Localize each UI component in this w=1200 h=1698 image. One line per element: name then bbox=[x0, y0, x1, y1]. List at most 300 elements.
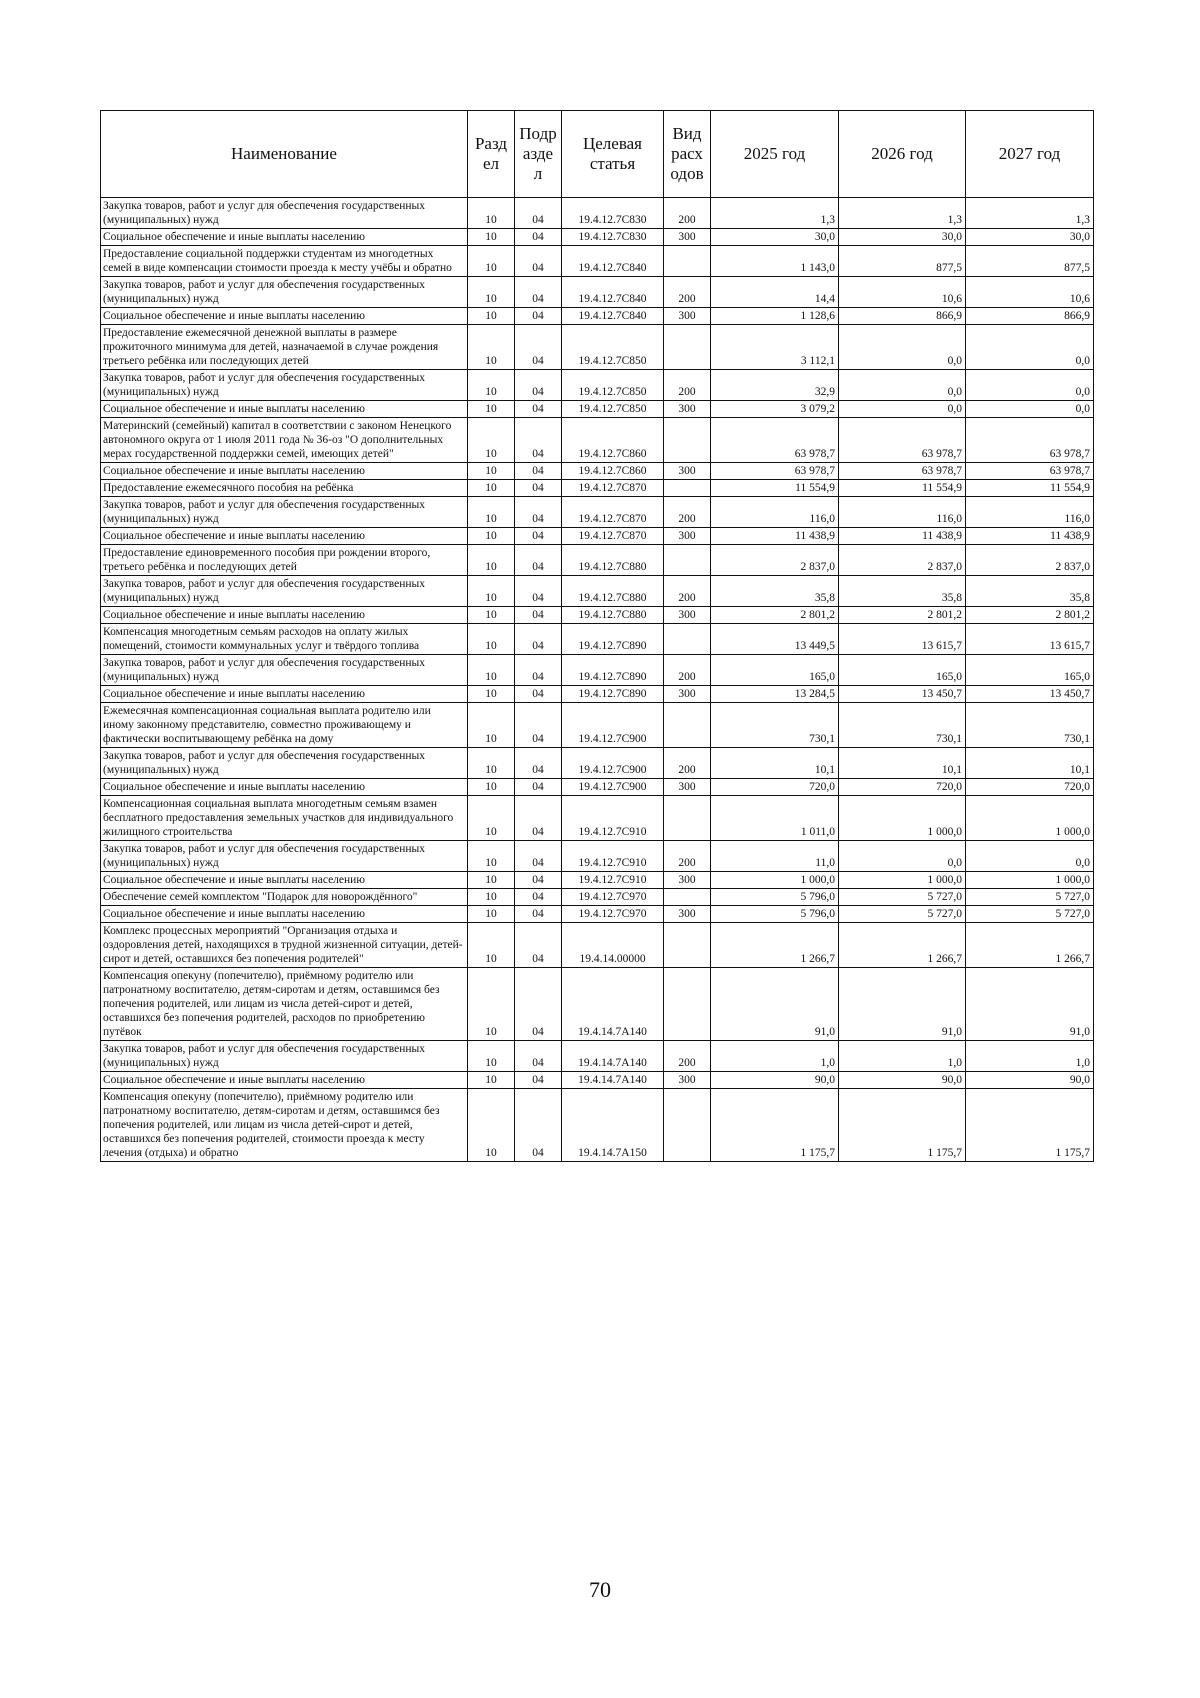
cell-target: 19.4.12.7С870 bbox=[562, 528, 664, 545]
cell-2026: 1 175,7 bbox=[839, 1089, 966, 1162]
cell-section: 10 bbox=[468, 545, 515, 576]
table-body bbox=[101, 198, 1094, 1162]
cell-2026: 90,0 bbox=[839, 1072, 966, 1089]
cell-2027: 0,0 bbox=[966, 370, 1094, 401]
cell-section: 10 bbox=[468, 401, 515, 418]
cell-subsection: 04 bbox=[515, 906, 562, 923]
cell-2026: 35,8 bbox=[839, 576, 966, 607]
cell-subsection: 04 bbox=[515, 872, 562, 889]
budget-table bbox=[100, 110, 1094, 1162]
cell-target: 19.4.12.7С890 bbox=[562, 624, 664, 655]
cell-expense-type bbox=[664, 325, 711, 370]
cell-2025: 5 796,0 bbox=[711, 889, 839, 906]
cell-name: Закупка товаров, работ и услуг для обеспечения государственных (муниципальных) нужд bbox=[101, 841, 468, 872]
table-row bbox=[101, 607, 1094, 624]
cell-expense-type: 200 bbox=[664, 576, 711, 607]
header-name: Наименование bbox=[101, 111, 468, 198]
cell-target: 19.4.12.7С970 bbox=[562, 889, 664, 906]
cell-2026: 11 554,9 bbox=[839, 480, 966, 497]
cell-2026: 116,0 bbox=[839, 497, 966, 528]
cell-subsection: 04 bbox=[515, 277, 562, 308]
cell-target: 19.4.12.7С850 bbox=[562, 370, 664, 401]
cell-expense-type bbox=[664, 545, 711, 576]
cell-2025: 1 000,0 bbox=[711, 872, 839, 889]
cell-name: Материнский (семейный) капитал в соответствии с законом Ненецкого автономного округа от 1 июля 2011 года № 36-оз "О дополнительных мерах государственной поддержки семей, имеющих детей" bbox=[101, 418, 468, 463]
cell-2026: 1 000,0 bbox=[839, 872, 966, 889]
cell-target: 19.4.12.7С870 bbox=[562, 497, 664, 528]
table-row bbox=[101, 497, 1094, 528]
cell-2026: 0,0 bbox=[839, 841, 966, 872]
cell-name: Социальное обеспечение и иные выплаты населению bbox=[101, 308, 468, 325]
cell-section: 10 bbox=[468, 779, 515, 796]
cell-target: 19.4.12.7С880 bbox=[562, 607, 664, 624]
cell-subsection: 04 bbox=[515, 748, 562, 779]
cell-target: 19.4.12.7С910 bbox=[562, 841, 664, 872]
cell-target: 19.4.12.7С850 bbox=[562, 401, 664, 418]
cell-2025: 14,4 bbox=[711, 277, 839, 308]
budget-table-container bbox=[100, 110, 1093, 1162]
cell-subsection: 04 bbox=[515, 528, 562, 545]
cell-section: 10 bbox=[468, 497, 515, 528]
header-subsection: Подр азде л bbox=[515, 111, 562, 198]
cell-2025: 30,0 bbox=[711, 229, 839, 246]
table-row bbox=[101, 545, 1094, 576]
cell-target: 19.4.12.7С850 bbox=[562, 325, 664, 370]
cell-expense-type bbox=[664, 796, 711, 841]
cell-2026: 1 266,7 bbox=[839, 923, 966, 968]
cell-2027: 13 450,7 bbox=[966, 686, 1094, 703]
header-target: Целевая статья bbox=[562, 111, 664, 198]
cell-2026: 0,0 bbox=[839, 401, 966, 418]
header-2027: 2027 год bbox=[966, 111, 1094, 198]
cell-expense-type: 300 bbox=[664, 906, 711, 923]
cell-section: 10 bbox=[468, 796, 515, 841]
cell-2027: 116,0 bbox=[966, 497, 1094, 528]
cell-name: Закупка товаров, работ и услуг для обеспечения государственных (муниципальных) нужд bbox=[101, 1041, 468, 1072]
cell-expense-type bbox=[664, 1089, 711, 1162]
header-2025: 2025 год bbox=[711, 111, 839, 198]
cell-2025: 11 554,9 bbox=[711, 480, 839, 497]
cell-2026: 2 837,0 bbox=[839, 545, 966, 576]
cell-section: 10 bbox=[468, 1072, 515, 1089]
cell-name: Социальное обеспечение и иные выплаты населению bbox=[101, 906, 468, 923]
cell-2027: 2 801,2 bbox=[966, 607, 1094, 624]
cell-subsection: 04 bbox=[515, 480, 562, 497]
cell-expense-type bbox=[664, 480, 711, 497]
cell-name: Предоставление ежемесячного пособия на ребёнка bbox=[101, 480, 468, 497]
cell-2027: 1,3 bbox=[966, 198, 1094, 229]
cell-section: 10 bbox=[468, 246, 515, 277]
table-row bbox=[101, 906, 1094, 923]
cell-target: 19.4.12.7С910 bbox=[562, 872, 664, 889]
cell-2026: 1 000,0 bbox=[839, 796, 966, 841]
table-row bbox=[101, 1089, 1094, 1162]
cell-target: 19.4.14.7А140 bbox=[562, 1041, 664, 1072]
cell-target: 19.4.14.7А150 bbox=[562, 1089, 664, 1162]
cell-2025: 116,0 bbox=[711, 497, 839, 528]
cell-target: 19.4.12.7С890 bbox=[562, 655, 664, 686]
cell-2026: 1,0 bbox=[839, 1041, 966, 1072]
cell-subsection: 04 bbox=[515, 841, 562, 872]
cell-name: Компенсация опекуну (попечителю), приёмному родителю или патронатному воспитателю, детям-сиротам и детям, оставшимся без попечения родителей, или лицам из числа детей-сирот и детей, оставшихся без попечения родителей, стоимости проезда к месту лечения (отдыха) и обратно bbox=[101, 1089, 468, 1162]
cell-subsection: 04 bbox=[515, 401, 562, 418]
cell-section: 10 bbox=[468, 906, 515, 923]
cell-section: 10 bbox=[468, 607, 515, 624]
table-row bbox=[101, 198, 1094, 229]
table-row bbox=[101, 463, 1094, 480]
cell-name: Закупка товаров, работ и услуг для обеспечения государственных (муниципальных) нужд bbox=[101, 655, 468, 686]
cell-name: Комплекс процессных мероприятий "Организация отдыха и оздоровления детей, находящихся в трудной жизненной ситуации, детей-сирот и детей, оставшихся без попечения родителей" bbox=[101, 923, 468, 968]
cell-section: 10 bbox=[468, 841, 515, 872]
table-row bbox=[101, 872, 1094, 889]
cell-2027: 63 978,7 bbox=[966, 418, 1094, 463]
table-row bbox=[101, 1041, 1094, 1072]
cell-2027: 2 837,0 bbox=[966, 545, 1094, 576]
cell-2025: 720,0 bbox=[711, 779, 839, 796]
cell-2027: 1 000,0 bbox=[966, 872, 1094, 889]
cell-target: 19.4.12.7С970 bbox=[562, 906, 664, 923]
cell-section: 10 bbox=[468, 370, 515, 401]
cell-2026: 13 615,7 bbox=[839, 624, 966, 655]
cell-2027: 11 438,9 bbox=[966, 528, 1094, 545]
cell-2026: 877,5 bbox=[839, 246, 966, 277]
cell-2025: 1 175,7 bbox=[711, 1089, 839, 1162]
cell-expense-type: 300 bbox=[664, 308, 711, 325]
cell-name: Социальное обеспечение и иные выплаты населению bbox=[101, 229, 468, 246]
table-row bbox=[101, 277, 1094, 308]
cell-expense-type: 300 bbox=[664, 686, 711, 703]
cell-subsection: 04 bbox=[515, 923, 562, 968]
cell-expense-type: 200 bbox=[664, 370, 711, 401]
cell-section: 10 bbox=[468, 872, 515, 889]
cell-subsection: 04 bbox=[515, 497, 562, 528]
cell-2026: 5 727,0 bbox=[839, 889, 966, 906]
table-row bbox=[101, 325, 1094, 370]
cell-target: 19.4.12.7С860 bbox=[562, 463, 664, 480]
cell-2027: 730,1 bbox=[966, 703, 1094, 748]
cell-section: 10 bbox=[468, 1041, 515, 1072]
cell-subsection: 04 bbox=[515, 308, 562, 325]
cell-subsection: 04 bbox=[515, 576, 562, 607]
cell-2026: 5 727,0 bbox=[839, 906, 966, 923]
cell-2025: 10,1 bbox=[711, 748, 839, 779]
cell-section: 10 bbox=[468, 923, 515, 968]
cell-2025: 13 449,5 bbox=[711, 624, 839, 655]
cell-2027: 866,9 bbox=[966, 308, 1094, 325]
table-row bbox=[101, 923, 1094, 968]
cell-expense-type: 200 bbox=[664, 277, 711, 308]
cell-expense-type bbox=[664, 923, 711, 968]
cell-target: 19.4.12.7С830 bbox=[562, 229, 664, 246]
cell-name: Социальное обеспечение и иные выплаты населению bbox=[101, 1072, 468, 1089]
cell-section: 10 bbox=[468, 463, 515, 480]
cell-section: 10 bbox=[468, 655, 515, 686]
cell-section: 10 bbox=[468, 1089, 515, 1162]
table-row bbox=[101, 703, 1094, 748]
cell-expense-type: 200 bbox=[664, 748, 711, 779]
table-row bbox=[101, 796, 1094, 841]
table-row bbox=[101, 1072, 1094, 1089]
table-row bbox=[101, 528, 1094, 545]
cell-2026: 0,0 bbox=[839, 325, 966, 370]
cell-expense-type bbox=[664, 889, 711, 906]
cell-expense-type: 300 bbox=[664, 872, 711, 889]
cell-expense-type: 200 bbox=[664, 841, 711, 872]
cell-name: Закупка товаров, работ и услуг для обеспечения государственных (муниципальных) нужд bbox=[101, 198, 468, 229]
cell-2025: 2 801,2 bbox=[711, 607, 839, 624]
cell-target: 19.4.14.00000 bbox=[562, 923, 664, 968]
cell-section: 10 bbox=[468, 624, 515, 655]
table-row bbox=[101, 748, 1094, 779]
cell-subsection: 04 bbox=[515, 624, 562, 655]
cell-subsection: 04 bbox=[515, 325, 562, 370]
cell-subsection: 04 bbox=[515, 1041, 562, 1072]
cell-2025: 90,0 bbox=[711, 1072, 839, 1089]
cell-target: 19.4.12.7С840 bbox=[562, 246, 664, 277]
header-2026: 2026 год bbox=[839, 111, 966, 198]
cell-name: Закупка товаров, работ и услуг для обеспечения государственных (муниципальных) нужд bbox=[101, 497, 468, 528]
cell-2026: 63 978,7 bbox=[839, 418, 966, 463]
cell-expense-type: 300 bbox=[664, 528, 711, 545]
cell-target: 19.4.12.7С860 bbox=[562, 418, 664, 463]
cell-subsection: 04 bbox=[515, 1089, 562, 1162]
cell-2025: 2 837,0 bbox=[711, 545, 839, 576]
cell-expense-type bbox=[664, 703, 711, 748]
cell-subsection: 04 bbox=[515, 229, 562, 246]
cell-name: Закупка товаров, работ и услуг для обеспечения государственных (муниципальных) нужд bbox=[101, 277, 468, 308]
cell-expense-type bbox=[664, 418, 711, 463]
cell-expense-type: 200 bbox=[664, 655, 711, 686]
cell-2025: 1 011,0 bbox=[711, 796, 839, 841]
cell-name: Социальное обеспечение и иные выплаты населению bbox=[101, 872, 468, 889]
cell-target: 19.4.12.7С880 bbox=[562, 576, 664, 607]
header-expense-type: Вид расх одов bbox=[664, 111, 711, 198]
cell-name: Социальное обеспечение и иные выплаты населению bbox=[101, 686, 468, 703]
cell-target: 19.4.12.7С830 bbox=[562, 198, 664, 229]
cell-2025: 1 266,7 bbox=[711, 923, 839, 968]
cell-subsection: 04 bbox=[515, 703, 562, 748]
page-number: 70 bbox=[589, 1577, 611, 1602]
cell-2025: 1,3 bbox=[711, 198, 839, 229]
cell-name: Предоставление ежемесячной денежной выплаты в размере прожиточного минимума для детей, назначаемой в случае рождения третьего ребёнка или последующих детей bbox=[101, 325, 468, 370]
cell-2026: 0,0 bbox=[839, 370, 966, 401]
cell-2026: 63 978,7 bbox=[839, 463, 966, 480]
cell-target: 19.4.12.7С900 bbox=[562, 703, 664, 748]
cell-2027: 1 000,0 bbox=[966, 796, 1094, 841]
cell-2026: 1,3 bbox=[839, 198, 966, 229]
cell-name: Закупка товаров, работ и услуг для обеспечения государственных (муниципальных) нужд bbox=[101, 576, 468, 607]
cell-2025: 3 079,2 bbox=[711, 401, 839, 418]
cell-section: 10 bbox=[468, 229, 515, 246]
cell-name: Закупка товаров, работ и услуг для обеспечения государственных (муниципальных) нужд bbox=[101, 748, 468, 779]
cell-2027: 1 175,7 bbox=[966, 1089, 1094, 1162]
cell-2027: 13 615,7 bbox=[966, 624, 1094, 655]
cell-2025: 1,0 bbox=[711, 1041, 839, 1072]
cell-section: 10 bbox=[468, 528, 515, 545]
cell-target: 19.4.12.7С900 bbox=[562, 748, 664, 779]
cell-2026: 866,9 bbox=[839, 308, 966, 325]
cell-2025: 3 112,1 bbox=[711, 325, 839, 370]
cell-name: Предоставление единовременного пособия при рождении второго, третьего ребёнка и последующих детей bbox=[101, 545, 468, 576]
cell-name: Предоставление социальной поддержки студентам из многодетных семей в виде компенсации стоимости проезда к месту учёбы и обратно bbox=[101, 246, 468, 277]
cell-subsection: 04 bbox=[515, 246, 562, 277]
cell-2027: 30,0 bbox=[966, 229, 1094, 246]
table-row bbox=[101, 308, 1094, 325]
cell-2027: 1 266,7 bbox=[966, 923, 1094, 968]
cell-subsection: 04 bbox=[515, 198, 562, 229]
cell-subsection: 04 bbox=[515, 545, 562, 576]
cell-2025: 5 796,0 bbox=[711, 906, 839, 923]
cell-expense-type: 300 bbox=[664, 779, 711, 796]
cell-2027: 0,0 bbox=[966, 401, 1094, 418]
cell-2026: 720,0 bbox=[839, 779, 966, 796]
cell-target: 19.4.12.7С880 bbox=[562, 545, 664, 576]
table-row bbox=[101, 624, 1094, 655]
cell-subsection: 04 bbox=[515, 686, 562, 703]
cell-section: 10 bbox=[468, 748, 515, 779]
cell-2027: 877,5 bbox=[966, 246, 1094, 277]
cell-2025: 63 978,7 bbox=[711, 418, 839, 463]
cell-2026: 730,1 bbox=[839, 703, 966, 748]
cell-2025: 1 143,0 bbox=[711, 246, 839, 277]
cell-2027: 10,6 bbox=[966, 277, 1094, 308]
cell-2025: 91,0 bbox=[711, 968, 839, 1041]
table-row bbox=[101, 968, 1094, 1041]
table-row bbox=[101, 418, 1094, 463]
header-section: Разд ел bbox=[468, 111, 515, 198]
cell-2026: 91,0 bbox=[839, 968, 966, 1041]
cell-target: 19.4.14.7А140 bbox=[562, 1072, 664, 1089]
cell-section: 10 bbox=[468, 889, 515, 906]
cell-subsection: 04 bbox=[515, 418, 562, 463]
cell-2025: 11 438,9 bbox=[711, 528, 839, 545]
table-row bbox=[101, 889, 1094, 906]
cell-2027: 35,8 bbox=[966, 576, 1094, 607]
cell-expense-type: 300 bbox=[664, 229, 711, 246]
cell-section: 10 bbox=[468, 968, 515, 1041]
cell-2027: 63 978,7 bbox=[966, 463, 1094, 480]
cell-expense-type: 300 bbox=[664, 1072, 711, 1089]
cell-section: 10 bbox=[468, 325, 515, 370]
cell-2026: 13 450,7 bbox=[839, 686, 966, 703]
cell-subsection: 04 bbox=[515, 779, 562, 796]
table-row bbox=[101, 655, 1094, 686]
cell-expense-type bbox=[664, 246, 711, 277]
cell-target: 19.4.14.7А140 bbox=[562, 968, 664, 1041]
cell-section: 10 bbox=[468, 686, 515, 703]
table-row bbox=[101, 779, 1094, 796]
cell-subsection: 04 bbox=[515, 655, 562, 686]
cell-name: Компенсация многодетным семьям расходов на оплату жилых помещений, стоимости коммунальных услуг и твёрдого топлива bbox=[101, 624, 468, 655]
cell-expense-type: 200 bbox=[664, 198, 711, 229]
cell-2026: 11 438,9 bbox=[839, 528, 966, 545]
cell-2027: 165,0 bbox=[966, 655, 1094, 686]
table-row bbox=[101, 246, 1094, 277]
cell-section: 10 bbox=[468, 418, 515, 463]
header-row bbox=[101, 111, 1094, 198]
cell-name: Компенсационная социальная выплата многодетным семьям взамен бесплатного предоставления земельных участков для индивидуального жилищного строительства bbox=[101, 796, 468, 841]
table-row bbox=[101, 576, 1094, 607]
cell-subsection: 04 bbox=[515, 796, 562, 841]
cell-expense-type: 300 bbox=[664, 401, 711, 418]
cell-2027: 91,0 bbox=[966, 968, 1094, 1041]
cell-2025: 730,1 bbox=[711, 703, 839, 748]
cell-target: 19.4.12.7С910 bbox=[562, 796, 664, 841]
cell-subsection: 04 bbox=[515, 370, 562, 401]
cell-2027: 1,0 bbox=[966, 1041, 1094, 1072]
cell-2027: 11 554,9 bbox=[966, 480, 1094, 497]
cell-2025: 63 978,7 bbox=[711, 463, 839, 480]
cell-2025: 13 284,5 bbox=[711, 686, 839, 703]
table-row bbox=[101, 401, 1094, 418]
cell-2027: 0,0 bbox=[966, 841, 1094, 872]
cell-name: Обеспечение семей комплектом "Подарок для новорождённого" bbox=[101, 889, 468, 906]
cell-2026: 2 801,2 bbox=[839, 607, 966, 624]
cell-2027: 10,1 bbox=[966, 748, 1094, 779]
cell-2026: 10,6 bbox=[839, 277, 966, 308]
cell-2027: 720,0 bbox=[966, 779, 1094, 796]
cell-section: 10 bbox=[468, 576, 515, 607]
cell-name: Ежемесячная компенсационная социальная выплата родителю или иному законному представителю, совместно проживающему и фактически воспитывающему ребёнка на дому bbox=[101, 703, 468, 748]
cell-expense-type bbox=[664, 968, 711, 1041]
cell-section: 10 bbox=[468, 703, 515, 748]
cell-subsection: 04 bbox=[515, 889, 562, 906]
table-row bbox=[101, 229, 1094, 246]
table-row bbox=[101, 841, 1094, 872]
table-row bbox=[101, 686, 1094, 703]
cell-2027: 0,0 bbox=[966, 325, 1094, 370]
cell-2027: 90,0 bbox=[966, 1072, 1094, 1089]
cell-name: Социальное обеспечение и иные выплаты населению bbox=[101, 401, 468, 418]
cell-section: 10 bbox=[468, 277, 515, 308]
cell-2025: 32,9 bbox=[711, 370, 839, 401]
cell-expense-type: 300 bbox=[664, 463, 711, 480]
table-row bbox=[101, 370, 1094, 401]
cell-subsection: 04 bbox=[515, 1072, 562, 1089]
cell-2026: 30,0 bbox=[839, 229, 966, 246]
cell-name: Социальное обеспечение и иные выплаты населению bbox=[101, 607, 468, 624]
cell-2025: 1 128,6 bbox=[711, 308, 839, 325]
cell-2025: 35,8 bbox=[711, 576, 839, 607]
cell-target: 19.4.12.7С840 bbox=[562, 308, 664, 325]
cell-expense-type: 300 bbox=[664, 607, 711, 624]
cell-name: Социальное обеспечение и иные выплаты населению bbox=[101, 779, 468, 796]
cell-2026: 165,0 bbox=[839, 655, 966, 686]
cell-subsection: 04 bbox=[515, 463, 562, 480]
cell-target: 19.4.12.7С840 bbox=[562, 277, 664, 308]
cell-2025: 165,0 bbox=[711, 655, 839, 686]
cell-name: Социальное обеспечение и иные выплаты населению bbox=[101, 528, 468, 545]
cell-2026: 10,1 bbox=[839, 748, 966, 779]
cell-target: 19.4.12.7С870 bbox=[562, 480, 664, 497]
cell-subsection: 04 bbox=[515, 968, 562, 1041]
cell-section: 10 bbox=[468, 308, 515, 325]
cell-name: Закупка товаров, работ и услуг для обеспечения государственных (муниципальных) нужд bbox=[101, 370, 468, 401]
cell-section: 10 bbox=[468, 480, 515, 497]
cell-name: Социальное обеспечение и иные выплаты населению bbox=[101, 463, 468, 480]
cell-target: 19.4.12.7С890 bbox=[562, 686, 664, 703]
cell-2025: 11,0 bbox=[711, 841, 839, 872]
cell-expense-type: 200 bbox=[664, 1041, 711, 1072]
cell-expense-type bbox=[664, 624, 711, 655]
cell-subsection: 04 bbox=[515, 607, 562, 624]
cell-name: Компенсация опекуну (попечителю), приёмному родителю или патронатному воспитателю, детям-сиротам и детям, оставшимся без попечения родителей, или лицам из числа детей-сирот и детей, оставшихся без попечения родителей, расходов по приобретению путёвок bbox=[101, 968, 468, 1041]
cell-2027: 5 727,0 bbox=[966, 889, 1094, 906]
table-row bbox=[101, 480, 1094, 497]
cell-target: 19.4.12.7С900 bbox=[562, 779, 664, 796]
cell-section: 10 bbox=[468, 198, 515, 229]
cell-expense-type: 200 bbox=[664, 497, 711, 528]
